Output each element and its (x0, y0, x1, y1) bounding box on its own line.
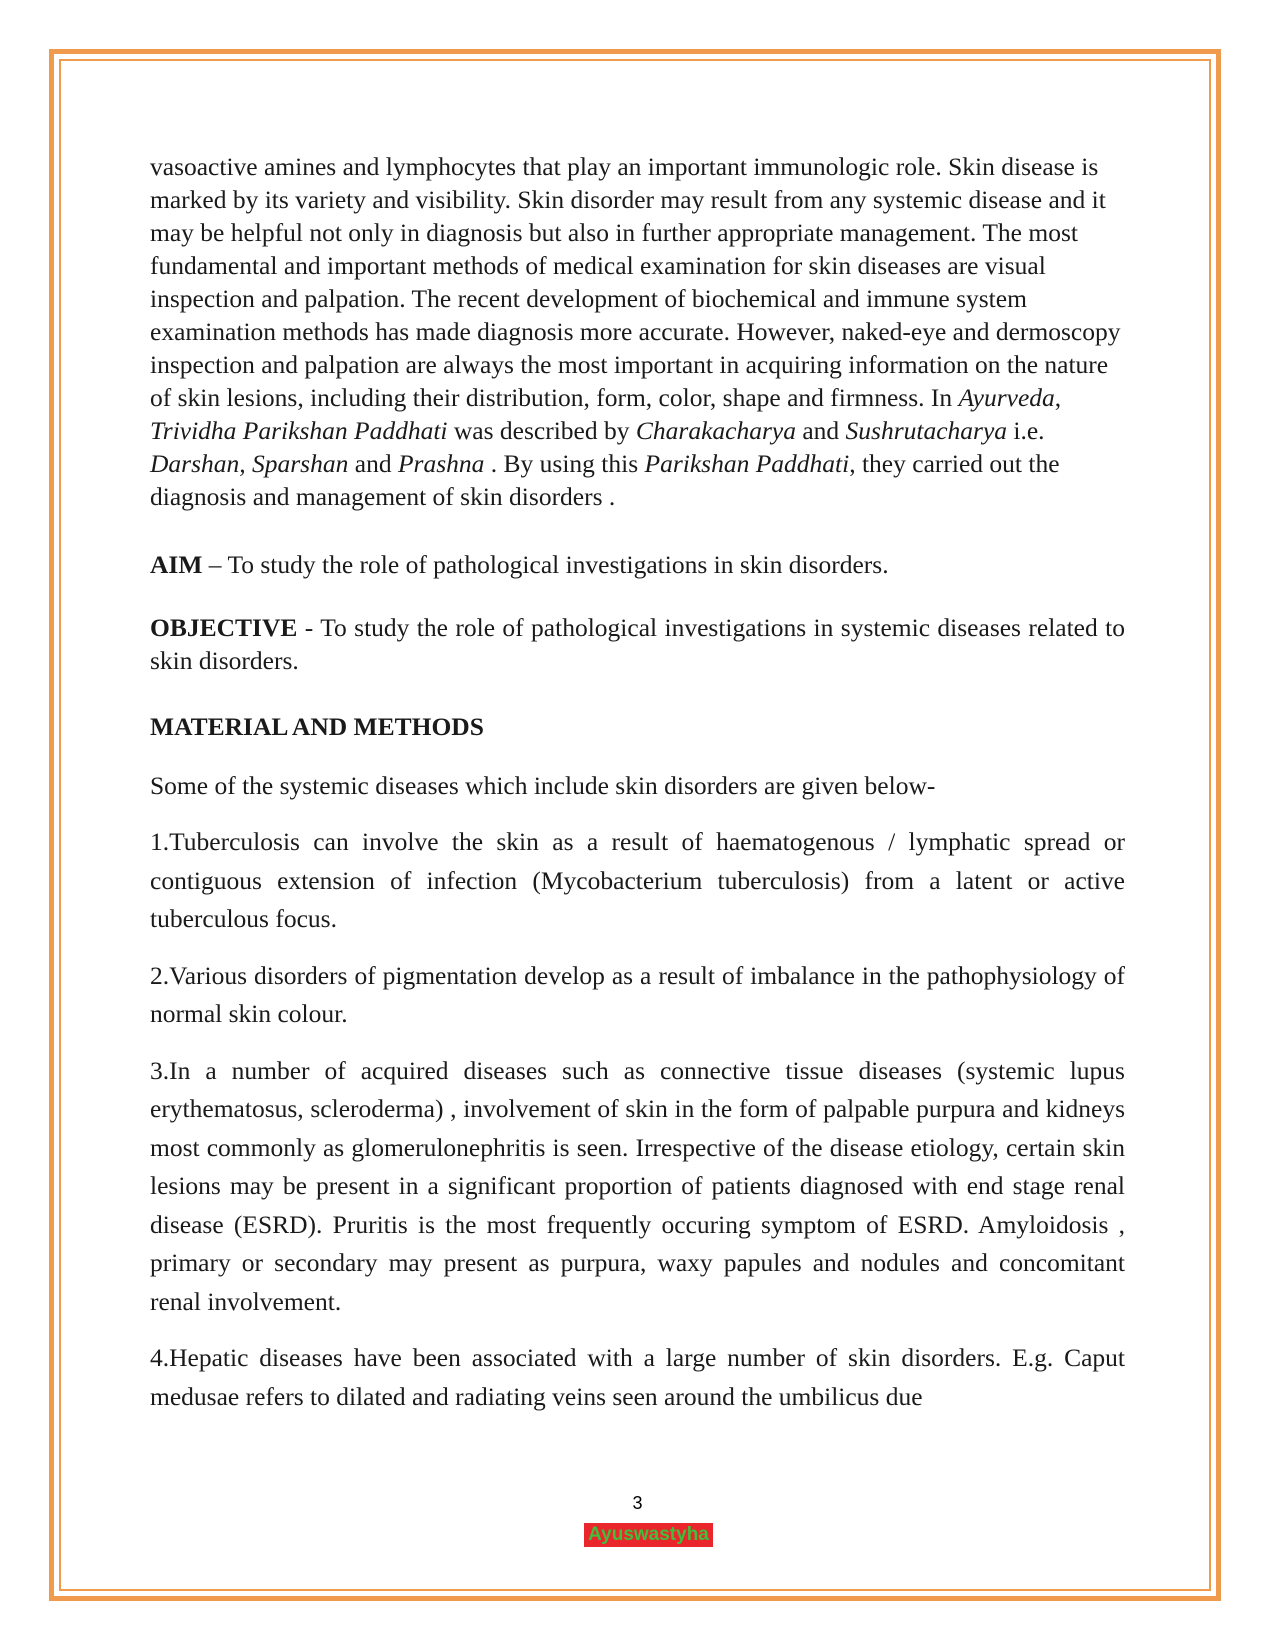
italic-term: Trividha Parikshan Paddhati (150, 416, 448, 445)
text-run: and (348, 449, 398, 478)
text-run: and (795, 416, 846, 445)
text-run: i.e. (1007, 416, 1045, 445)
aim-label: AIM (150, 550, 203, 579)
list-item: 4.Hepatic diseases have been associated with a large number of skin disorders. E.g. Caput medusae refers to dilated and radiating veins seen around the umbilicus due (150, 1343, 1125, 1411)
italic-term: Charakacharya (635, 416, 796, 445)
methods-intro: Some of the systemic diseases which include skin disorders are given below- (150, 771, 936, 800)
text-run: . By using this (484, 449, 645, 478)
objective-paragraph (150, 611, 1125, 677)
text-run: , (1054, 383, 1062, 412)
aim-paragraph (150, 548, 1125, 581)
italic-term: Parikshan Paddhati (644, 449, 850, 478)
italic-term: Prashna (397, 449, 485, 478)
page-number: 3 (632, 1493, 643, 1513)
page-content (150, 150, 1125, 1416)
aim-text: – To study the role of pathological investigations in skin disorders. (202, 550, 889, 579)
text-run: vasoactive amines and lymphocytes that play an important immunologic role. Skin disease is marked by its variety and visibility. Skin disorder may result from any systemic disease and it may be helpful not only in diagnosis but also in further appropriate management. The most fundamental and important methods of medical examination for skin diseases are visual inspection and palpation. The recent development of biochemical and immune system examination methods has made diagnosis more accurate. However, naked-eye and dermoscopy inspection and palpation are always the most important in acquiring information on the nature of skin lesions, including their distribution, form, color, shape and firmness. In (150, 152, 1121, 412)
list-item: 2.Various disorders of pigmentation develop as a result of imbalance in the pathophysiology of normal skin colour. (150, 960, 1125, 1028)
section-heading: MATERIAL AND METHODS (150, 712, 484, 741)
text-run: , they carried out the diagnosis and management of skin disorders . (150, 449, 1060, 511)
list-item: 1.Tuberculosis can involve the skin as a result of haematogenous / lymphatic spread or contiguous extension of infection (Mycobacterium tuberculosis) from a latent or active tuberculous focus. (150, 827, 1125, 933)
objective-label: OBJECTIVE (150, 613, 298, 642)
italic-term: Darshan, Sparshan (150, 449, 349, 478)
italic-term: Ayurveda (958, 383, 1055, 412)
intro-paragraph (150, 150, 1125, 513)
objective-text: - To study the role of pathological investigations in systemic diseases related to skin disorders. (150, 613, 1125, 675)
list-item: 3.In a number of acquired diseases such as connective tissue diseases (systemic lupus erythematosus, scleroderma) , involvement of skin in the form of palpable purpura and kidneys most commonly as glomerulonephritis is seen. Irrespective of the disease etiology, certain skin lesions may be present in a significant proportion of patients diagnosed with end stage renal disease (ESRD). Pruritis is the most frequently occuring symptom of ESRD. Amyloidosis , primary or secondary may present as purpura, waxy papules and nodules and concomitant renal involvement. (150, 1055, 1125, 1316)
italic-term: Sushrutacharya (845, 416, 1008, 445)
journal-brand: Ayuswastyha (584, 1523, 713, 1547)
text-run: was described by (447, 416, 636, 445)
